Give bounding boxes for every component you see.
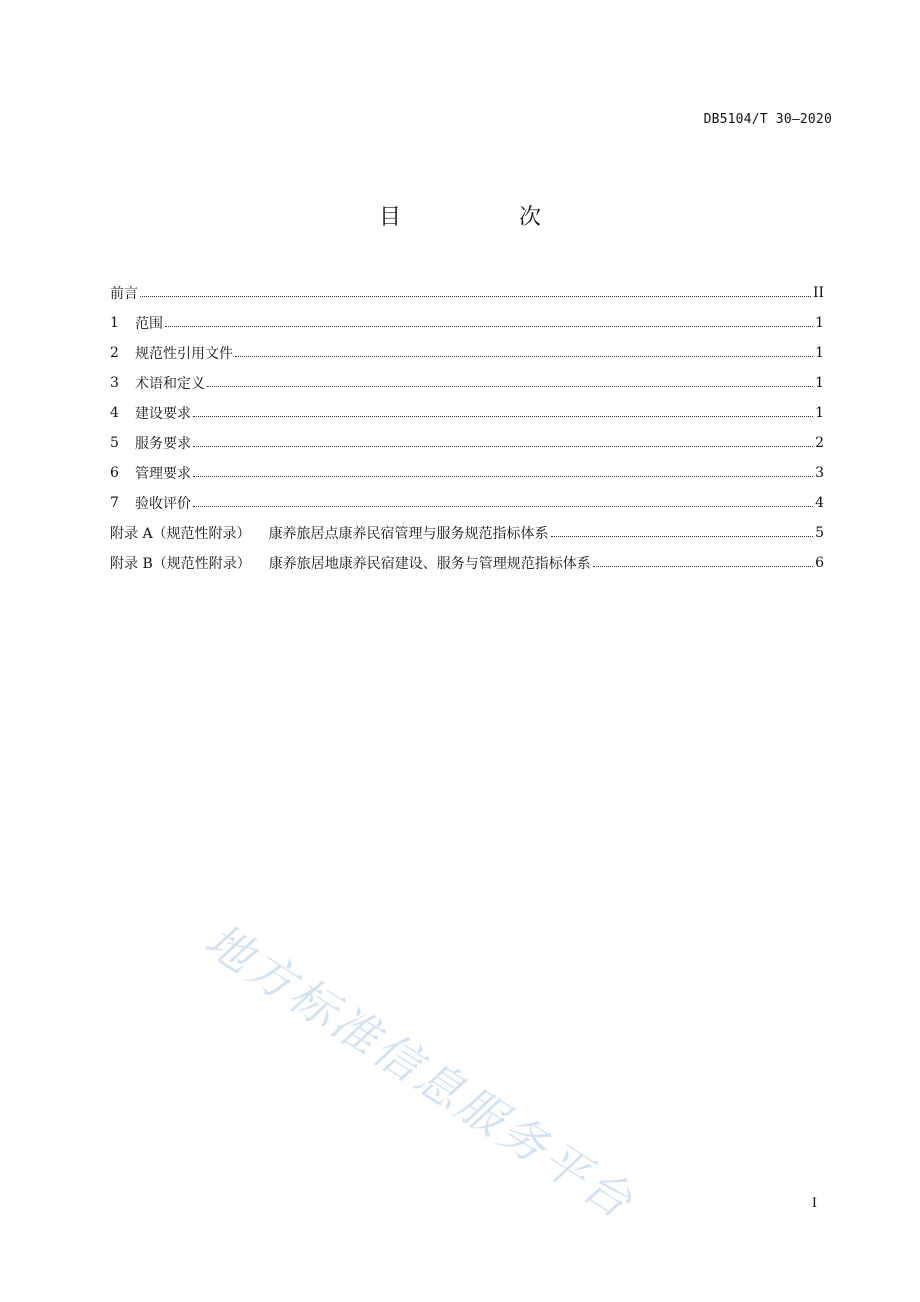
toc-entry-label: 管理要求 xyxy=(135,466,191,482)
toc-entry-number: 7 xyxy=(110,495,119,511)
toc-leader-dots xyxy=(551,535,814,537)
toc-entry-foreword[interactable] xyxy=(110,278,824,308)
toc-entry-terms-definitions[interactable] xyxy=(110,368,824,398)
toc-entry-page: 6 xyxy=(815,555,824,571)
page-title: 目 次 xyxy=(378,205,589,230)
page-number: I xyxy=(811,1196,817,1211)
table-of-contents xyxy=(110,278,824,578)
toc-entry-scope[interactable] xyxy=(110,308,824,338)
toc-entry-subtitle: 康养旅居点康养民宿管理与服务规范指标体系 xyxy=(268,526,549,542)
toc-entry-appendix-a[interactable] xyxy=(110,518,824,548)
toc-entry-appendix-b[interactable] xyxy=(110,548,824,578)
toc-leader-dots xyxy=(593,565,813,567)
toc-entry-label: 服务要求 xyxy=(135,436,191,452)
toc-entry-label: 术语和定义 xyxy=(135,376,205,392)
toc-entry-normative-references[interactable] xyxy=(110,338,824,368)
toc-entry-page: 3 xyxy=(815,465,824,481)
toc-entry-page: 1 xyxy=(815,345,824,361)
toc-leader-dots xyxy=(193,445,813,447)
toc-leader-dots xyxy=(193,505,813,507)
toc-entry-label: 验收评价 xyxy=(135,496,191,512)
toc-entry-page: II xyxy=(812,285,824,301)
toc-entry-number: 4 xyxy=(110,405,119,421)
toc-entry-page: 2 xyxy=(815,435,824,451)
toc-entry-page: 1 xyxy=(815,315,824,331)
toc-leader-dots xyxy=(193,475,813,477)
toc-entry-label: 建设要求 xyxy=(135,406,191,422)
toc-leader-dots xyxy=(165,325,813,327)
toc-entry-label: 附录 B（规范性附录） xyxy=(110,556,251,572)
toc-entry-number: 3 xyxy=(110,375,119,391)
toc-entry-label: 规范性引用文件 xyxy=(135,346,233,362)
toc-entry-number: 2 xyxy=(110,345,119,361)
toc-entry-acceptance-evaluation[interactable] xyxy=(110,488,824,518)
toc-leader-dots xyxy=(207,385,813,387)
toc-entry-number: 1 xyxy=(110,315,119,331)
toc-leader-dots xyxy=(140,295,811,297)
toc-entry-page: 4 xyxy=(815,495,824,511)
toc-entry-page: 1 xyxy=(815,405,824,421)
toc-entry-management-requirements[interactable] xyxy=(110,458,824,488)
toc-entry-page: 5 xyxy=(815,525,824,541)
toc-leader-dots xyxy=(235,355,813,357)
document-code: DB5104/T 30—2020 xyxy=(703,112,832,127)
toc-entry-number: 6 xyxy=(110,465,119,481)
toc-entry-label: 附录 A（规范性附录） xyxy=(110,526,251,542)
toc-leader-dots xyxy=(193,415,813,417)
toc-entry-subtitle: 康养旅居地康养民宿建设、服务与管理规范指标体系 xyxy=(268,556,591,572)
toc-entry-label: 范围 xyxy=(135,316,163,332)
toc-entry-label: 前言 xyxy=(110,286,138,302)
toc-entry-service-requirements[interactable] xyxy=(110,428,824,458)
watermark: 地方标准信息服务平台 xyxy=(195,912,645,1231)
toc-entry-page: 1 xyxy=(815,375,824,391)
toc-entry-construction-requirements[interactable] xyxy=(110,398,824,428)
toc-entry-number: 5 xyxy=(110,435,119,451)
